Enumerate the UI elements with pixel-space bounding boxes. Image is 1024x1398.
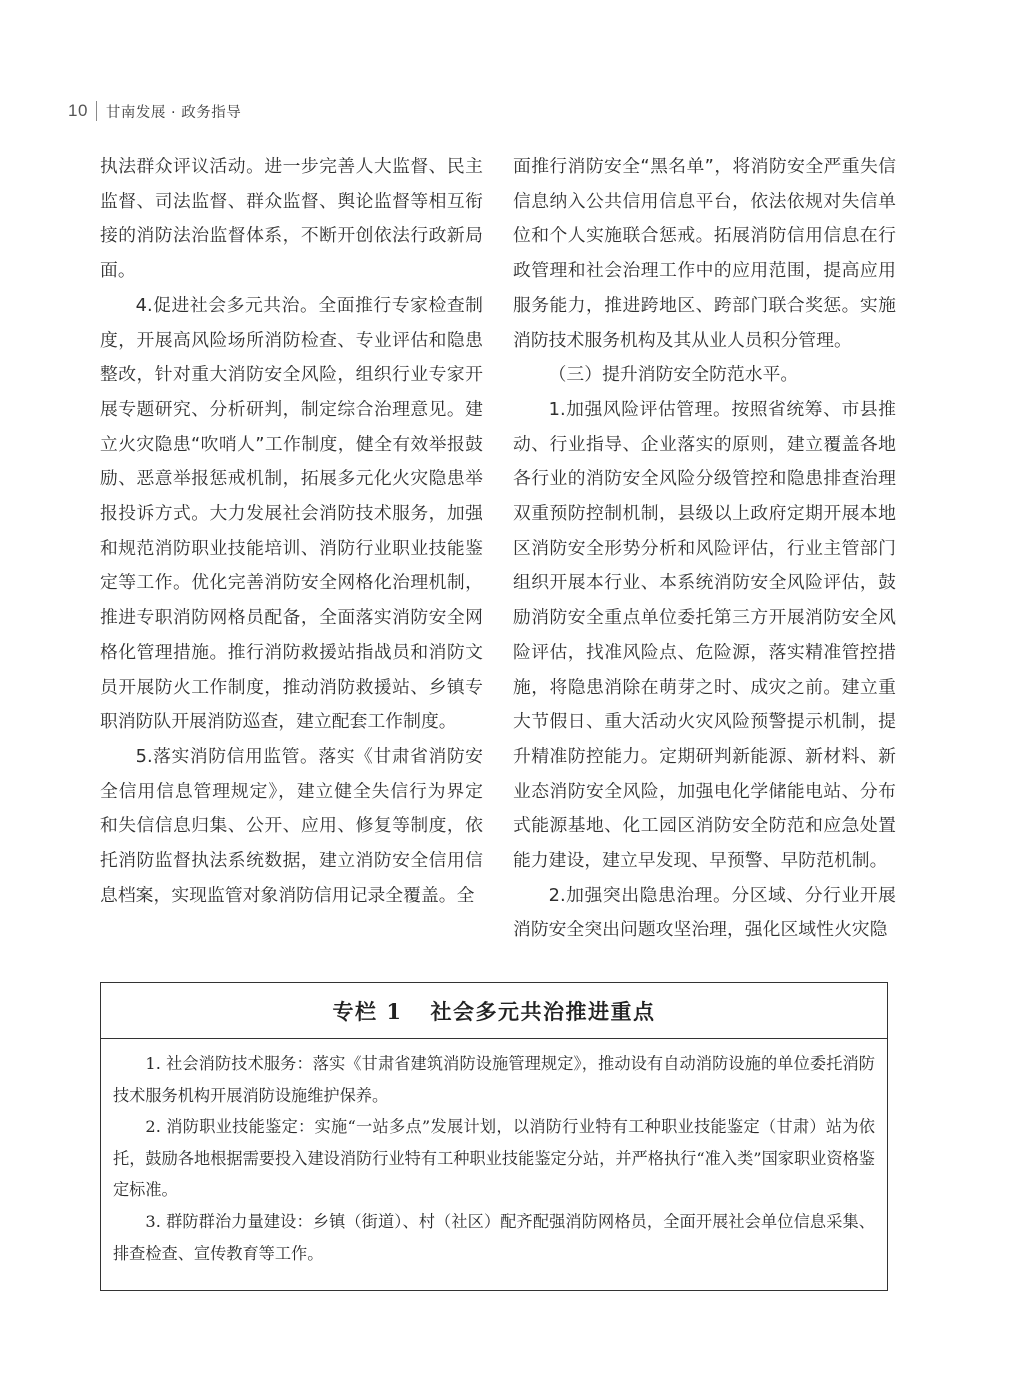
sidebar-box bbox=[100, 982, 888, 1291]
page-number: 10 bbox=[68, 101, 88, 120]
page-header bbox=[68, 96, 241, 126]
paragraph: 执法群众评议活动。进一步完善人大监督、民主监督、司法监督、群众监督、舆论监督等相互衔接的消防法治监督体系，不断开创依法行政新局面。 bbox=[100, 156, 483, 282]
box-item: 1. 社会消防技术服务：落实《甘肃省建筑消防设施管理规定》，推动设有自动消防设施的单位委托消防技术服务机构开展消防设施维护保养。 bbox=[113, 1054, 875, 1105]
right-column bbox=[513, 150, 896, 948]
running-title: 甘南发展 · 政务指导 bbox=[105, 104, 242, 121]
paragraph: 5.落实消防信用监管。落实《甘肃省消防安全信用信息管理规定》，建立健全失信行为界定和失信信息归集、公开、应用、修复等制度，依托消防监督执法系统数据，建立消防安全信用信息档案，实现监管对象消防信用记录全覆盖。全 bbox=[100, 745, 483, 906]
left-column bbox=[100, 150, 483, 913]
header-divider bbox=[96, 101, 97, 121]
box-body bbox=[101, 1039, 887, 1269]
paragraph: 4.促进社会多元共治。全面推行专家检查制度，开展高风险场所消防检查、专业评估和隐患整改，针对重大消防安全风险，组织行业专家开展专题研究、分析研判，制定综合治理意见。建立火灾隐患“吹哨人”工作制度，健全有效举报鼓励、恶意举报惩戒机制，拓展多元化火灾隐患举报投诉方式。大力发展社会消防技术服务，加强和规范消防职业技能培训、消防行业职业技能鉴定等工作。优化完善消防安全网格化治理机制，推进专职消防网格员配备，全面落实消防安全网格化管理措施。推行消防救援站指战员和消防文员开展防火工作制度，推动消防救援站、乡镇专职消防队开展消防巡查，建立配套工作制度。 bbox=[100, 294, 483, 733]
box-title-label: 专栏 1 bbox=[332, 998, 403, 1024]
paragraph: 1.加强风险评估管理。按照省统筹、市县推动、行业指导、企业落实的原则，建立覆盖各地各行业的消防安全风险分级管控和隐患排查治理双重预防控制机制，县级以上政府定期开展本地区消防安全形势分析和风险评估，行业主管部门组织开展本行业、本系统消防安全风险评估，鼓励消防安全重点单位委托第三方开展消防安全风险评估，找准风险点、危险源，落实精准管控措施，将隐患消除在萌芽之时、成灾之前。建立重大节假日、重大活动火灾风险预警提示机制，提升精准防控能力。定期研判新能源、新材料、新业态消防安全风险，加强电化学储能电站、分布式能源基地、化工园区消防安全防范和应急处置能力建设，建立早发现、早预警、早防范机制。 bbox=[513, 398, 896, 872]
box-item: 2. 消防职业技能鉴定：实施“一站多点”发展计划，以消防行业特有工种职业技能鉴定（甘肃）站为依托，鼓励各地根据需要投入建设消防行业特有工种职业技能鉴定分站，并严格执行“准入类”国家职业资格鉴定标准。 bbox=[113, 1117, 875, 1200]
section-heading: （三）提升消防安全防范水平。 bbox=[548, 364, 799, 386]
paragraph: 面推行消防安全“黑名单”，将消防安全严重失信信息纳入公共信用信息平台，依法依规对失信单位和个人实施联合惩戒。拓展消防信用信息在行政管理和社会治理工作中的应用范围，提高应用服务能力，推进跨地区、跨部门联合奖惩。实施消防技术服务机构及其从业人员积分管理。 bbox=[513, 156, 896, 351]
paragraph: 2.加强突出隐患治理。分区域、分行业开展消防安全突出问题攻坚治理，强化区域性火灾隐 bbox=[513, 884, 896, 941]
box-item: 3. 群防群治力量建设：乡镇（街道）、村（社区）配齐配强消防网格员，全面开展社会单位信息采集、排查检查、宣传教育等工作。 bbox=[113, 1211, 875, 1263]
box-title bbox=[101, 983, 887, 1039]
box-title-text: 社会多元共治推进重点 bbox=[430, 998, 656, 1024]
